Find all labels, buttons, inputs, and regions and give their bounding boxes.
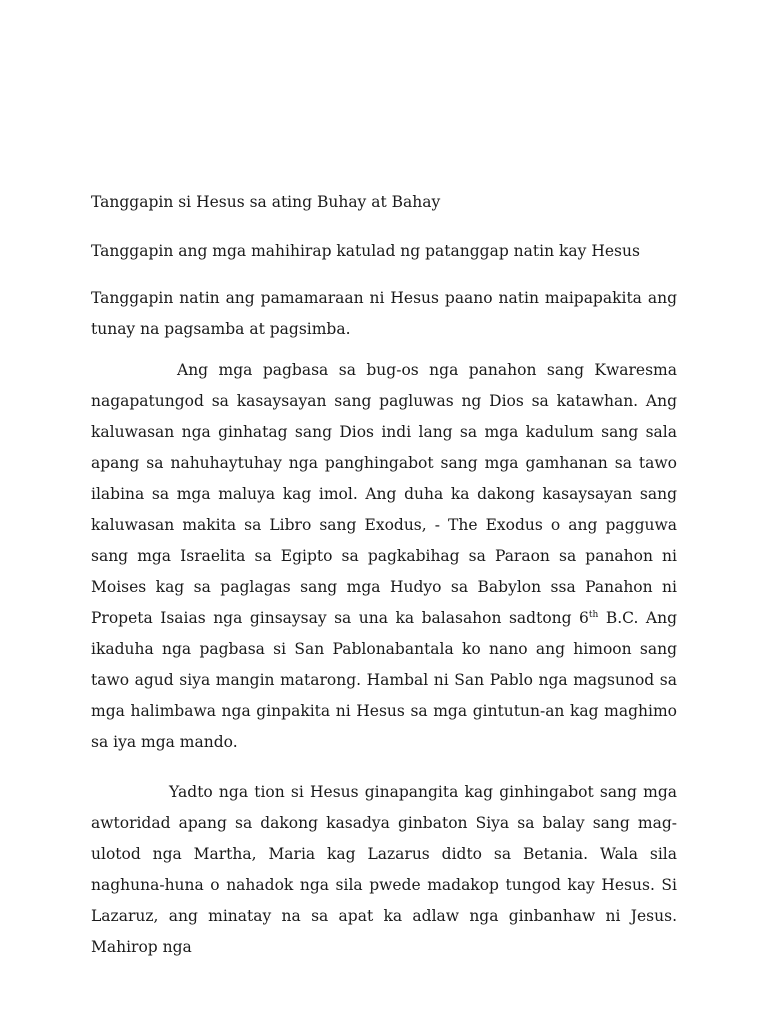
paragraph-1-text-b: B.C. Ang ikaduha nga pagbasa si San Pablonabantala ko nano ang himoon sang tawo agud siya mangin matarong. Hambal ni San Pablo nga magsunod sa mga halimbawa nga ginpakita ni Hesus sa mga gintutun-an kag maghimo sa iya mga mando. <box>91 609 677 751</box>
body-paragraph-2: Yadto nga tion si Hesus ginapangita kag ginhingabot sang mga awtoridad apang sa dakong kasadya ginbaton Siya sa balay sang mag-ulotod nga Martha, Maria kag Lazarus didto sa Betania. Wala sila naghuna-huna o nahadok nga sila pwede madakop tungod kay Hesus. Si Lazaruz, ang minatay na sa apat ka adlaw nga ginbanhaw ni Jesus. Mahirop nga <box>91 783 677 956</box>
document-body <box>91 187 677 963</box>
document-subtitle: Tanggapin ang mga mahihirap katulad ng patanggap natin kay Hesus <box>91 242 640 260</box>
intro-paragraph: Tanggapin natin ang pamamaraan ni Hesus paano natin maipapakita ang tunay na pagsamba at pagsimba. <box>91 289 677 338</box>
body-paragraph-1 <box>91 355 677 758</box>
document-title: Tanggapin si Hesus sa ating Buhay at Bahay <box>91 193 441 211</box>
paragraph-1-text-a: Ang mga pagbasa sa bug-os nga panahon sang Kwaresma nagapatungod sa kasaysayan sang pagluwas ng Dios sa katawhan. Ang kaluwasan nga ginhatag sang Dios indi lang sa mga kadulum sang sala apang sa nahuhaytuhay nga panghingabot sang mga gamhanan sa tawo ilabina sa mga maluya kag imol. Ang duha ka dakong kasaysayan sang kaluwasan makita sa Libro sang Exodus, - The Exodus o ang pagguwa sang mga Israelita sa Egipto sa pagkabihag sa Paraon sa panahon ni Moises kag sa paglagas sang mga Hudyo sa Babylon ssa Panahon ni Propeta Isaias nga ginsaysay sa una ka balasahon sadtong 6 <box>91 361 677 627</box>
ordinal-superscript: th <box>588 610 599 620</box>
